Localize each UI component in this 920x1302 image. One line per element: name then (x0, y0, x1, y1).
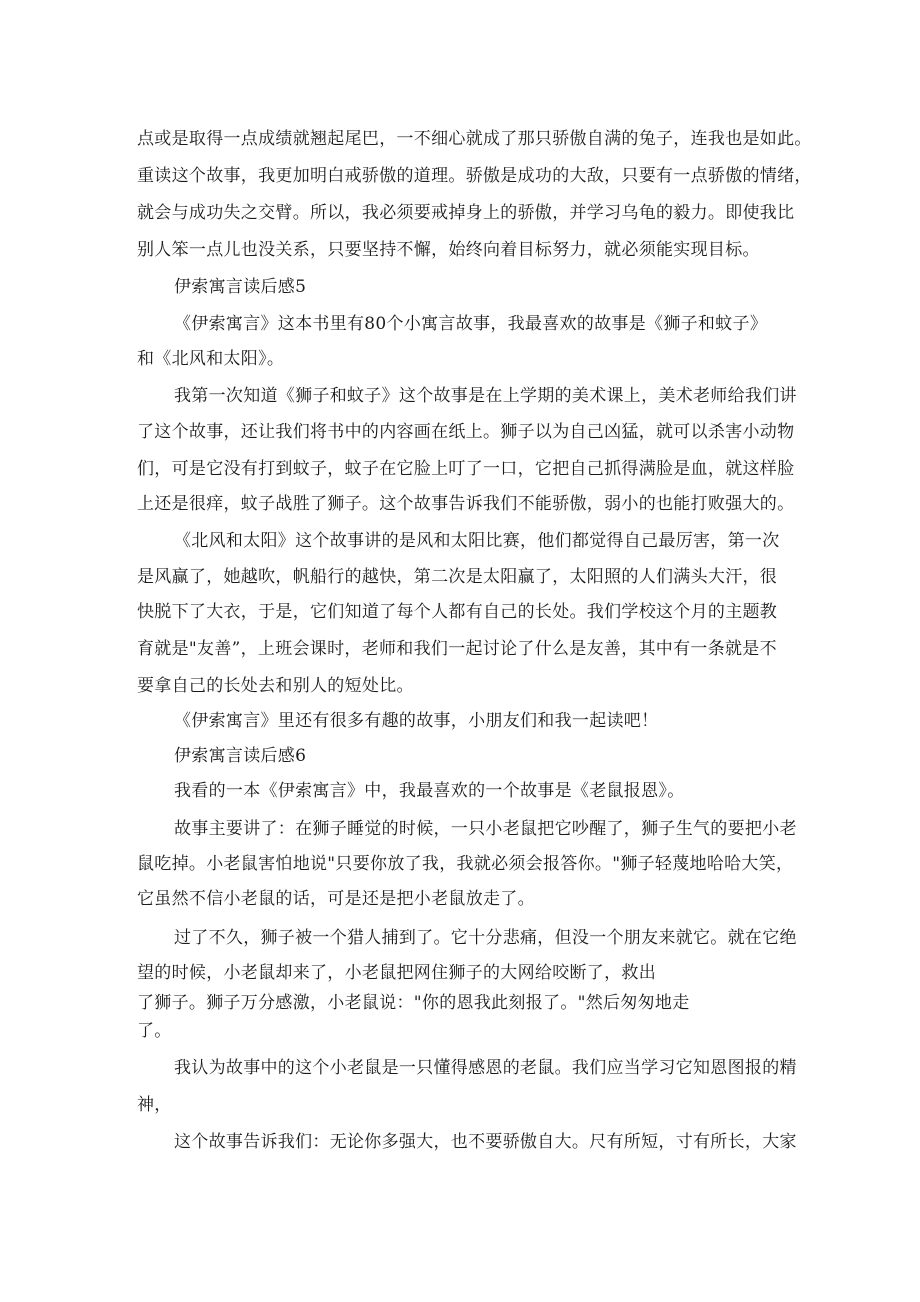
text-line: 故事主要讲了：在狮子睡觉的时候，一只小老鼠把它吵醒了，狮子生气的要把小老 (174, 819, 797, 839)
text-line: 它虽然不信小老鼠的话，可是还是把小老鼠放走了。 (137, 889, 535, 909)
text-line: 了。 (137, 1021, 172, 1041)
text-line: 我认为故事中的这个小老鼠是一只懂得感恩的老鼠。我们应当学习它知恩图报的精 (174, 1058, 797, 1078)
text-line: 我第一次知道《狮子和蚊子》这个故事是在上学期的美术课上，美术老师给我们讲 (174, 386, 797, 406)
text-line: 过了不久，狮子被一个猎人捕到了。它十分悲痛，但没一个朋友来就它。就在它绝 (174, 928, 797, 948)
text-line: 《伊索寓言》这本书里有80个小寓言故事，我最喜欢的故事是《狮子和蚊子》 (174, 314, 768, 334)
text-line: 鼠吃掉。小老鼠害怕地说"只要你放了我，我就必须会报答你。"狮子轻蔑地哈哈大笑， (137, 854, 794, 874)
text-line: 们，可是它没有打到蚊子，蚊子在它脸上叮了一口，它把自己抓得满脸是血，就这样脸 (137, 459, 795, 479)
text-line: 就会与成功失之交臂。所以，我必须要戒掉身上的骄傲，并学习乌龟的毅力。即使我比 (137, 203, 795, 223)
text-line: 别人笨一点儿也没关系，只要坚持不懈，始终向着目标努力，就必须能实现目标。 (137, 240, 760, 260)
text-line: 和《北风和太阳》。 (137, 349, 285, 369)
section-heading: 伊索寓言读后感5 (174, 277, 307, 297)
text-line: 望的时候，小老鼠却来了，小老鼠把网住狮子的大网给咬断了，救出 (137, 963, 656, 983)
text-line: 育就是"友善”，上班会课时，老师和我们一起讨论了什么是友善，其中有一条就是不 (137, 639, 777, 659)
text-line: 《北风和太阳》这个故事讲的是风和太阳比赛，他们都觉得自己最厉害，第一次 (174, 531, 780, 551)
text-line: 点或是取得一点成绩就翘起尾巴，一不细心就成了那只骄傲自满的兔子，连我也是如此。 (137, 129, 812, 149)
text-line: 快脱下了大衣，于是，它们知道了每个人都有自己的长处。我们学校这个月的主题教 (137, 602, 778, 622)
text-line: 神， (137, 1095, 172, 1115)
text-line: 上还是很痒，蚊子战胜了狮子。这个故事告诉我们不能骄傲，弱小的也能打败强大的。 (137, 494, 795, 514)
text-line: 重读这个故事，我更加明白戒骄傲的道理。骄傲是成功的大敌，只要有一点骄傲的情绪， (137, 166, 812, 186)
text-line: 了狮子。狮子万分感激，小老鼠说："你的恩我此刻报了。"然后匆匆地走 (137, 993, 690, 1013)
text-line: 是风赢了，她越吹，帆船行的越快，第二次是太阳赢了，太阳照的人们满头大汗，很 (137, 567, 778, 587)
text-line: 要拿自己的长处去和别人的短处比。 (137, 676, 414, 696)
text-line: 了这个故事，还让我们将书中的内容画在纸上。狮子以为自己凶猛，就可以杀害小动物 (137, 422, 795, 442)
section-heading: 伊索寓言读后感6 (174, 746, 307, 766)
text-line: 《伊索寓言》里还有很多有趣的故事，小朋友们和我一起读吧！ (174, 711, 659, 731)
text-line: 我看的一本《伊索寓言》中，我最喜欢的一个故事是《老鼠报恩》。 (174, 781, 685, 801)
text-line: 这个故事告诉我们：无论你多强大，也不要骄傲自大。尺有所短，寸有所长，大家 (174, 1132, 797, 1152)
